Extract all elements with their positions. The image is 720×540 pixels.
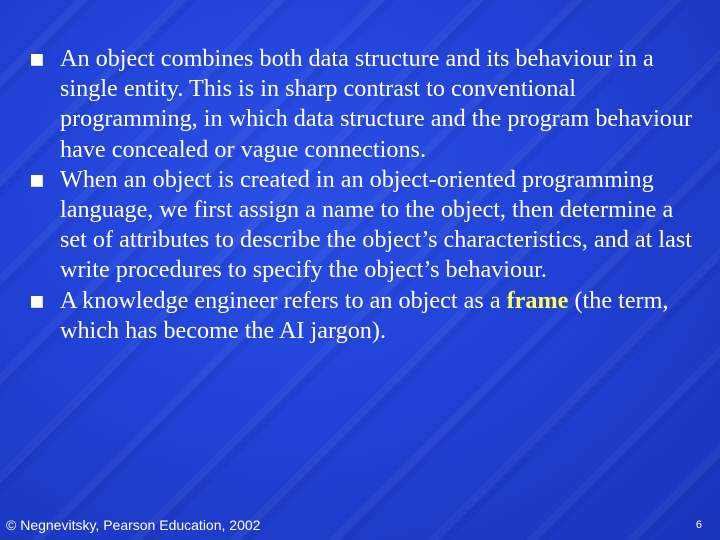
- bullet-text: An object combines both data structure and its behaviour in a single entity. This is in sharp contrast to conventional programming, in which data structure and the program behaviour have concealed or vague connections.: [60, 45, 693, 163]
- bullet-text-after: (the term, which has become the AI jargon).: [60, 286, 669, 344]
- square-bullet-icon: [31, 296, 43, 308]
- highlighted-term: frame: [506, 286, 569, 314]
- bullet-item-1: [24, 44, 704, 165]
- page-number: 6: [695, 519, 702, 531]
- square-bullet-icon: [31, 54, 43, 66]
- bullet-text-before: A knowledge engineer refers to an object as a: [60, 286, 507, 314]
- square-bullet-icon: [31, 175, 43, 187]
- bullet-item-3: [24, 286, 704, 346]
- bullet-item-2: [24, 165, 704, 286]
- bullet-text: When an object is created in an object-oriented programming language, we first assign a name to the object, then determine a set of attributes to describe the object’s characteristics, and at last write procedures to specify the object’s behaviour.: [60, 165, 693, 284]
- bullet-list: [24, 44, 704, 346]
- footer-copyright: © Negnevitsky, Pearson Education, 2002: [6, 517, 261, 533]
